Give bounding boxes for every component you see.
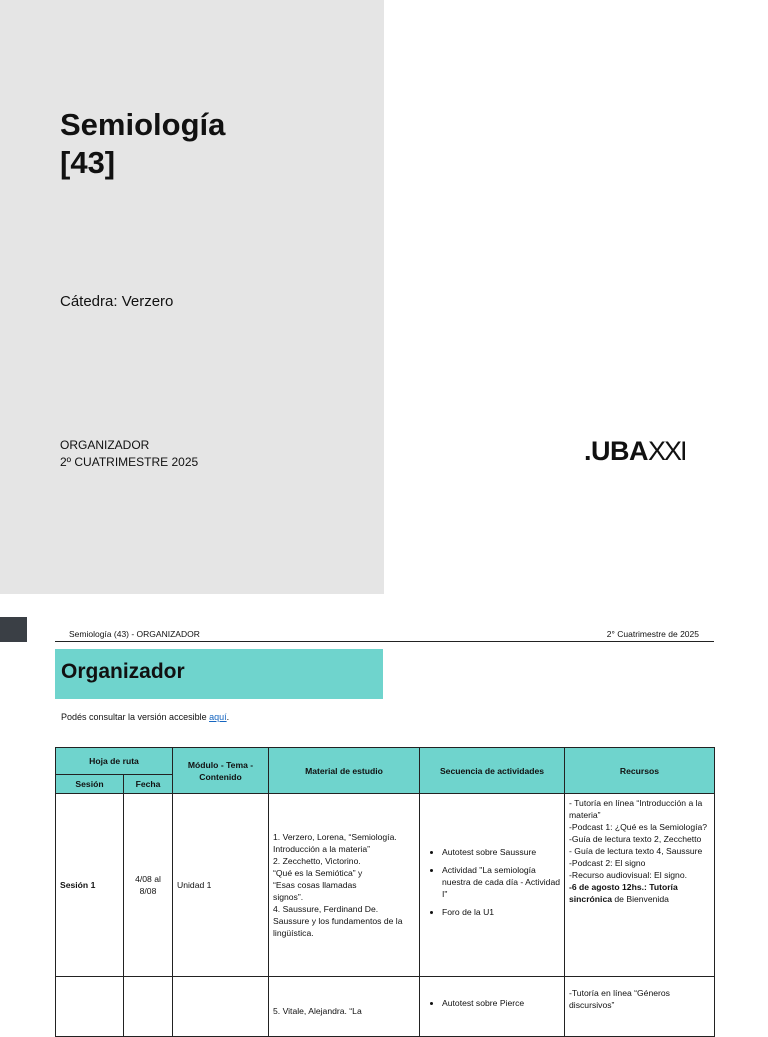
- header-secuencia: Secuencia de actividades: [420, 748, 565, 794]
- cell-sesion: Sesión 1: [56, 794, 124, 977]
- cell-recursos: [565, 794, 715, 977]
- resource-item: -Guía de lectura texto 2, Zecchetto: [569, 834, 702, 844]
- cover-title-line1: Semiología: [60, 107, 226, 142]
- activities-list: [424, 997, 560, 1009]
- cover-panel: [0, 0, 384, 594]
- cell-modulo: Unidad 1: [173, 794, 269, 977]
- cell-fecha: 4/08 al 8/08: [124, 794, 173, 977]
- schedule-table: [55, 747, 715, 1037]
- logo-lead: .UBA: [584, 436, 648, 466]
- material-item: “Qué es la Semiótica” y: [273, 868, 363, 878]
- material-item: signos”.: [273, 892, 304, 902]
- uba-xxi-logo: [584, 436, 686, 467]
- section-banner: [55, 649, 383, 699]
- header-recursos: Recursos: [565, 748, 715, 794]
- material-item: 1. Verzero, Lorena, “Semiología. Introducción a la materia”: [273, 832, 397, 854]
- activity-item: • Autotest sobre Pierce: [442, 997, 560, 1009]
- header-rule: [55, 641, 714, 642]
- material-item: “Esas cosas llamadas: [273, 880, 357, 890]
- table-row: [56, 794, 715, 977]
- cell-recursos: [565, 977, 715, 1037]
- logo-tail: XXI: [648, 436, 686, 466]
- activity-item: • Foro de la U1: [442, 906, 560, 918]
- cell-actividades: [420, 977, 565, 1037]
- table-header-row: [56, 748, 715, 775]
- cover-catedra: Cátedra: Verzero: [60, 293, 174, 310]
- resource-item: -Podcast 2: El signo: [569, 858, 646, 868]
- cell-fecha: [124, 977, 173, 1037]
- note-text: Podés consultar la versión accesible: [61, 712, 210, 722]
- resource-tail: de Bienvenida: [612, 894, 669, 904]
- header-material: Material de estudio: [269, 748, 420, 794]
- header-fecha: Fecha: [124, 775, 173, 794]
- header-hoja-de-ruta: Hoja de ruta: [56, 748, 173, 775]
- material-item: 4. Saussure, Ferdinand De. Saussure y los fundamentos de la lingüística.: [273, 904, 403, 938]
- cell-material: [269, 794, 420, 977]
- cover-title-line2: [43]: [60, 145, 116, 180]
- sidebar-tab[interactable]: [0, 617, 27, 642]
- table-row: [56, 977, 715, 1037]
- cell-actividades: [420, 794, 565, 977]
- header-modulo: Módulo - Tema - Contenido: [173, 748, 269, 794]
- cover-organizador: [60, 437, 198, 471]
- cover-title: [60, 106, 225, 182]
- header-sesion: Sesión: [56, 775, 124, 794]
- resource-item: -Recurso audiovisual: El signo.: [569, 870, 687, 880]
- note-end: .: [226, 712, 230, 722]
- running-header-term: 2° Cuatrimestre de 2025: [606, 629, 699, 639]
- cover-org-line2: 2º CUATRIMESTRE 2025: [60, 455, 199, 469]
- material-item: 5. Vitale, Alejandra. “La: [273, 1006, 362, 1016]
- material-item: 2. Zecchetto, Victorino.: [273, 856, 361, 866]
- activity-item: • Actividad "La semiología nuestra de cada día - Actividad I": [442, 864, 560, 900]
- accessible-version-note: [61, 712, 229, 722]
- activity-item: • Autotest sobre Saussure: [442, 846, 560, 858]
- resource-bold: -6 de agosto 12hs.: Tutoría sincrónica: [569, 882, 678, 904]
- resource-item: -Tutoría en línea “Géneros discursivos”: [569, 988, 670, 1010]
- cover-org-line1: ORGANIZADOR: [60, 438, 150, 452]
- resource-item: -Podcast 1: ¿Qué es la Semiología?: [569, 822, 708, 832]
- resource-item: - Tutoría en línea “Introducción a la materia”: [569, 798, 703, 820]
- cell-sesion: [56, 977, 124, 1037]
- cell-material: [269, 977, 420, 1037]
- running-header-title: Semiología (43) - ORGANIZADOR: [69, 629, 200, 639]
- activities-list: [424, 846, 560, 918]
- resource-item: - Guía de lectura texto 4, Saussure: [569, 846, 703, 856]
- section-title: Organizador: [61, 660, 185, 683]
- accessible-version-link[interactable]: aquí: [209, 712, 227, 722]
- cell-modulo: [173, 977, 269, 1037]
- resource-item: [569, 881, 710, 905]
